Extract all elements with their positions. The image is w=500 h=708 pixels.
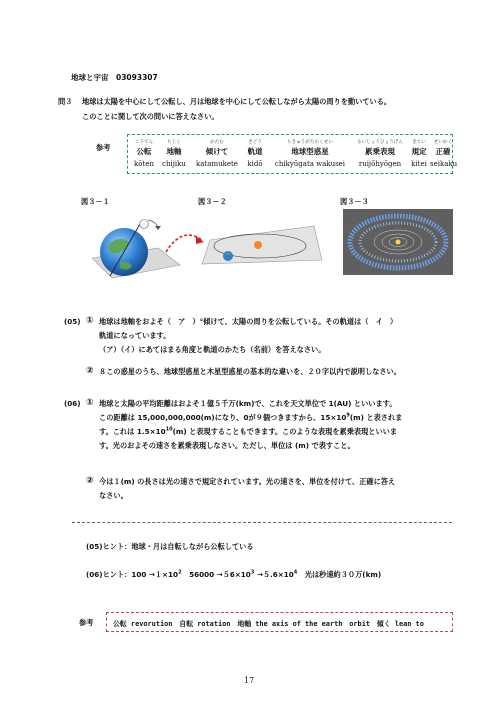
text-segment: →５.6×10 (256, 570, 294, 579)
exponent: 10 (165, 426, 173, 433)
question-label: 問３ (58, 97, 73, 106)
vocab-ruby: るいじょうひょうげん (357, 140, 403, 145)
rotation-arrow (148, 220, 158, 230)
vocab-ruby: ちじく (167, 140, 181, 145)
q05-sub1-line2: 軌道になっています。 (99, 331, 171, 340)
vocab-ruby: せいかく (433, 140, 453, 145)
text-segment: (06)ヒント：100 →１×10 (86, 570, 179, 579)
q06-sub1-line1: 地球と太陽の平均距離はおよそ１億５千万(km)で、これを天文単位で 1(AU) といいます。 (99, 399, 397, 408)
vocab-ruby-row (132, 139, 456, 145)
q06-sub1-line4: す。光のおよその速さを累乗表現しなさい。ただし、単位は (m) で表すこと。 (99, 441, 355, 450)
text-segment: (m) と表されま (349, 413, 403, 422)
text-segment: (m) と表現することもできます。このような表現を累乗表現といいま (172, 427, 398, 436)
earth (223, 251, 233, 261)
vocab-ruby: きてい (412, 140, 426, 145)
vocab-romaji: seikaku (430, 160, 458, 168)
figure-label-3-3: 図３－３ (340, 197, 369, 206)
exponent: 2 (178, 569, 182, 576)
text-segment: す。これは 1.5×10 (99, 427, 166, 436)
q06-sub2-marker: ② (86, 476, 94, 486)
vocab-kanji: 公転 (136, 147, 152, 156)
vocab-romaji: ruijōhyōgen (358, 160, 402, 168)
vocab-ruby: かたむ (210, 140, 224, 145)
vocab-romaji: kōten (134, 160, 154, 168)
q05-sub2-line1: ８この惑星のうち、地球型惑星と木星型惑星の基本的な違いを、２０字以内で説明しなさい。 (99, 367, 401, 376)
q05-number: (05) (64, 317, 81, 326)
vocab-kanji: 地軸 (166, 147, 182, 156)
vocab-kanji: 正確 (435, 147, 451, 156)
q06-sub2-line1: 今は１(m) の長さは光の速さで規定されています。光の速さを、単位を付けて、正確に答え (99, 477, 396, 486)
q06-sub2-line2: なさい。 (99, 491, 128, 500)
vocab-kanji-row (132, 146, 456, 157)
text-segment: この距離は 15,000,000,000(m)になり、0が９個つきますから、15×10 (99, 413, 347, 422)
q05-sub1-line1: 地球は地軸をおよそ（ ア ）°傾けて、太陽の周りを公転している。その軌道は（ イ ） (99, 317, 398, 326)
vocab-ruby: こうてん (134, 140, 154, 145)
hint-05: (05)ヒント：地球・月は自転しながら公転している (86, 542, 254, 551)
vocab-romaji: kitei (411, 160, 427, 168)
q05-sub2-marker: ② (86, 366, 94, 376)
figure-earth-orbit (196, 218, 324, 270)
question-line-1: 地球は太陽を中心にして公転し、月は地球を中心にして公転しながら太陽の周りを動いている。 (82, 97, 392, 106)
q05-sub1-line3: （ア）（イ）にあてはまる角度と軌道のかたち（名前）を答えなさい。 (99, 345, 326, 354)
exponent: 4 (293, 569, 298, 576)
text-segment: 光は秒速約３０万(km) (304, 570, 382, 579)
vocab-romaji: chijiku (162, 160, 186, 168)
page-title: 地球と宇宙 03093307 (71, 73, 158, 82)
figure-label-3-2: 図３－２ (198, 197, 227, 206)
vocab-romaji: chikyūgata wakusei (274, 160, 346, 168)
vocab-kanji: 累乗表現 (365, 147, 395, 156)
exponent: 3 (250, 569, 255, 576)
vocab-kanji: 規定 (411, 147, 427, 156)
exponent: 9 (346, 412, 350, 419)
reference-label: 参考 (96, 143, 111, 152)
q06-sub1-marker: ① (86, 398, 94, 408)
reference2-text: 公転 revorution 自転 rotation 地軸 the axis of the earth orbit 傾く lean to (113, 620, 424, 628)
figure-solar-system (343, 209, 453, 275)
reference2-label: 参考 (79, 618, 94, 627)
figure-label-3-1: 図３－１ (81, 197, 110, 206)
hint-06 (86, 570, 381, 580)
q06-number: (06) (64, 399, 81, 408)
vocab-ruby: きどう (248, 140, 262, 145)
q06-sub1-line2 (99, 413, 402, 423)
sun (396, 240, 401, 245)
page-number: 17 (244, 676, 255, 685)
vocab-kanji: 地球型惑星 (291, 147, 329, 156)
vocab-kanji: 傾けて (205, 147, 229, 156)
section-divider (72, 522, 452, 523)
vocab-ruby: ちきゅうがたわくせい (287, 140, 333, 145)
vocab-romaji: kidō (247, 160, 263, 168)
text-segment: 56000 →５6×10 (189, 570, 251, 579)
vocab-kanji: 軌道 (247, 147, 263, 156)
question-line-2: このことに関して次の問いに答えなさい。 (82, 112, 219, 121)
q06-sub1-line3 (99, 427, 397, 437)
sun (254, 241, 262, 249)
q05-sub1-marker: ① (86, 316, 94, 326)
vocab-romaji: katamukete (196, 160, 238, 168)
moon (140, 220, 149, 229)
vocab-romaji-row (132, 160, 456, 168)
